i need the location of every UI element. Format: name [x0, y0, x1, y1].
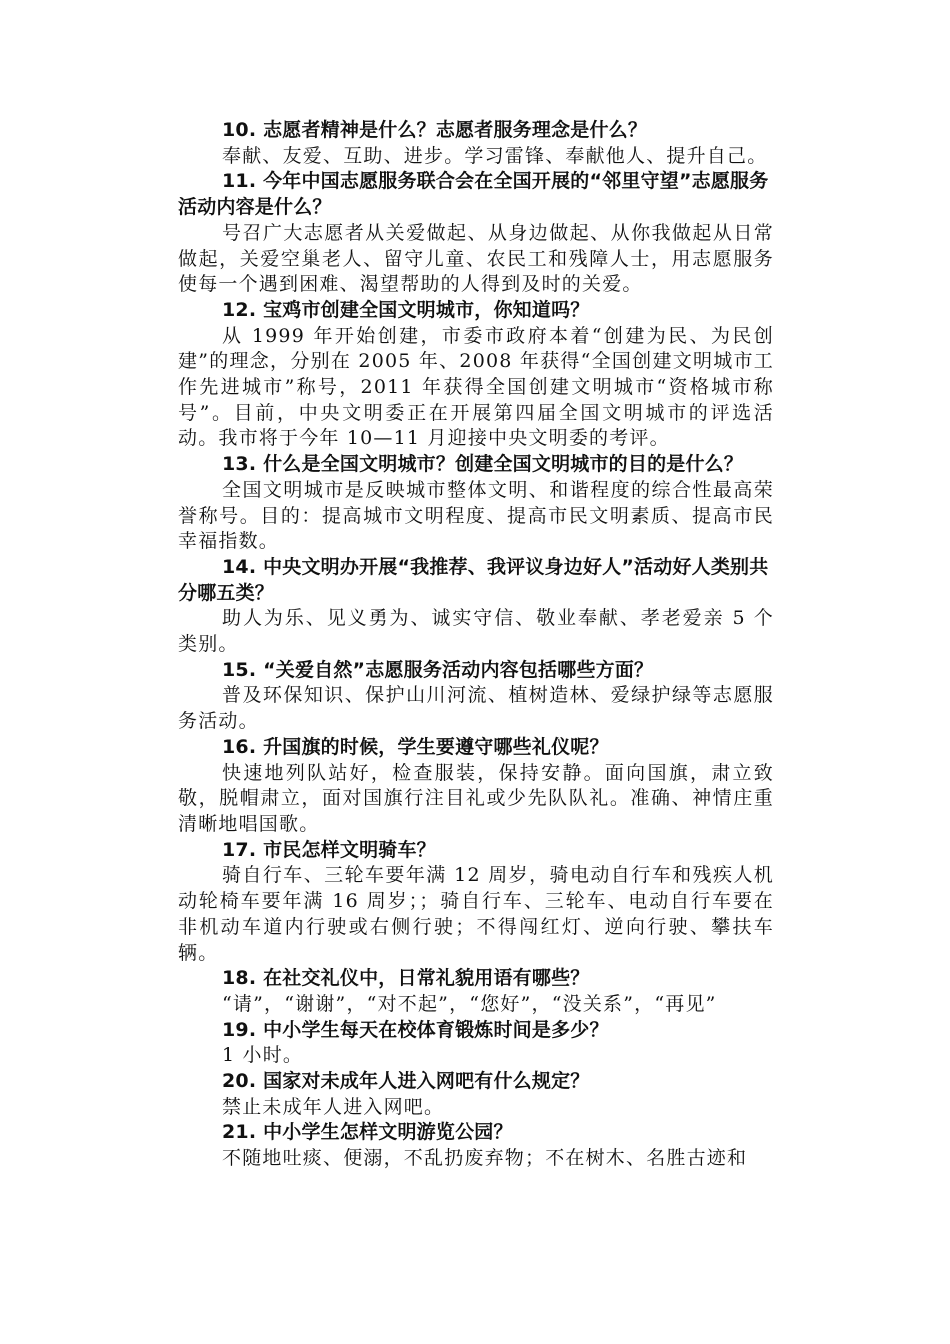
question-21: 21. 中小学生怎样文明游览公园？ [222, 1121, 513, 1144]
answer-16: 快速地列队站好，检查服装，保持安静。面向国旗，肃立致敬，脱帽肃立，面对国旗行注目礼或少先队队礼。准确、神情庄重清晰地唱国歌。 [178, 761, 774, 835]
answer-10: 奉献、友爱、互助、进步。学习雷锋、奉献他人、提升自己。 [222, 144, 768, 167]
question-10: 10. 志愿者精神是什么？志愿者服务理念是什么？ [222, 119, 648, 141]
question-12: 12. 宝鸡市创建全国文明城市，你知道吗？ [222, 298, 590, 321]
question-14: 14. 中央文明办开展“我推荐、我评议身边好人”活动好人类别共分哪五类？ [178, 555, 769, 604]
question-17: 17. 市民怎样文明骑车？ [222, 838, 436, 861]
answer-19: 1 小时。 [222, 1044, 304, 1067]
question-20: 20. 国家对未成年人进入网吧有什么规定？ [222, 1070, 590, 1093]
answer-21: 不随地吐痰、便溺，不乱扔废弃物；不在树木、名胜古迹和 [222, 1147, 748, 1170]
question-16: 16. 升国旗的时候，学生要遵守哪些礼仪呢？ [222, 735, 609, 758]
qa-item-20 [178, 1069, 774, 1120]
question-15: 15. “关爱自然”志愿服务活动内容包括哪些方面？ [222, 658, 654, 681]
question-13: 13. 什么是全国文明城市？创建全国文明城市的目的是什么？ [222, 453, 744, 476]
answer-12: 从 1999 年开始创建，市委市政府本着“创建为民、为民创建”的理念，分别在 2005 年、2008 年获得“全国创建文明城市工作先进城市”称号，2011 年获得全国创建文明城市“资格城市称号”。目前，中央文明委正在开展第四届全国文明城市的评选活动。我市将于今年 10—11 月迎接中央文明委的考评。 [178, 324, 774, 450]
answer-13: 全国文明城市是反映城市整体文明、和谐程度的综合性最高荣誉称号。目的：提高城市文明程度、提高市民文明素质、提高市民幸福指数。 [178, 478, 774, 553]
document-page [178, 118, 774, 1172]
qa-item-21 [178, 1120, 774, 1171]
qa-item-15 [178, 658, 774, 735]
answer-15: 普及环保知识、保护山川河流、植树造林、爱绿护绿等志愿服务活动。 [178, 684, 774, 733]
answer-20: 禁止未成年人进入网吧。 [222, 1095, 445, 1118]
qa-item-11 [178, 169, 774, 298]
question-18: 18. 在社交礼仪中，日常礼貌用语有哪些？ [222, 967, 590, 990]
question-11: 11. 今年中国志愿服务联合会在全国开展的“邻里守望”志愿服务活动内容是什么？ [178, 170, 769, 219]
qa-item-14 [178, 555, 774, 658]
qa-item-17 [178, 838, 774, 967]
qa-item-10 [178, 118, 774, 169]
question-19: 19. 中小学生每天在校体育锻炼时间是多少？ [222, 1018, 609, 1041]
answer-17: 骑自行车、三轮车要年满 12 周岁，骑电动自行车和残疾人机动轮椅车要年满 16 周岁；；骑自行车、三轮车、电动自行车要在非机动车道内行驶或右侧行驶；不得闯红灯、逆向行驶、攀扶车辆。 [178, 864, 774, 964]
answer-11: 号召广大志愿者从关爱做起、从身边做起、从你我做起从日常做起，关爱空巢老人、留守儿童、农民工和残障人士，用志愿服务使每一个遇到困难、渴望帮助的人得到及时的关爱。 [178, 221, 774, 296]
qa-item-12 [178, 298, 774, 452]
qa-item-16 [178, 735, 774, 838]
qa-item-18 [178, 966, 774, 1017]
qa-item-13 [178, 452, 774, 555]
qa-item-19 [178, 1018, 774, 1069]
answer-14: 助人为乐、见义勇为、诚实守信、敬业奉献、孝老爱亲 5 个类别。 [178, 607, 774, 656]
answer-18: “请”，“谢谢”，“对不起”，“您好”，“没关系”，“再见” [222, 992, 717, 1015]
